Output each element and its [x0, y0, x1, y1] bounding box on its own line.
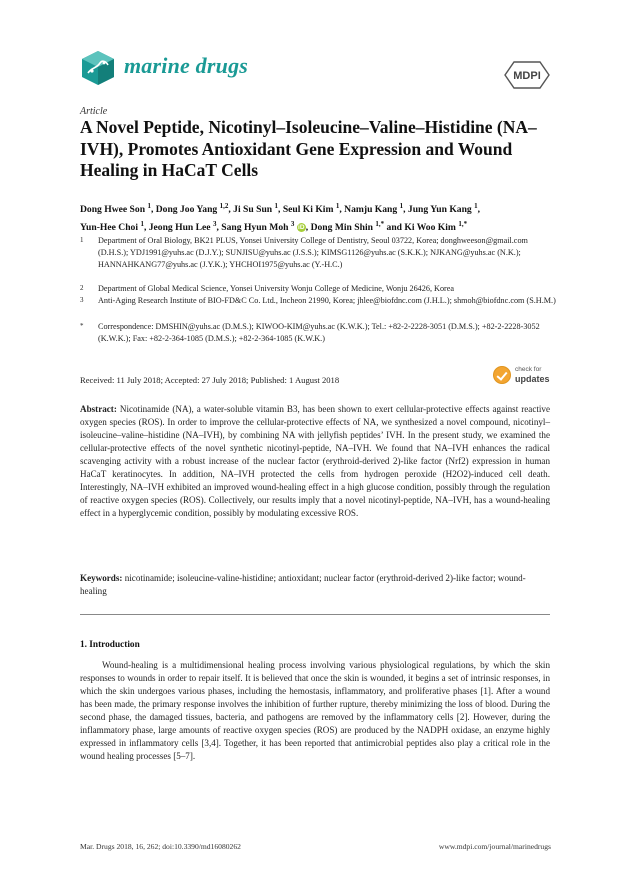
publication-dates: Received: 11 July 2018; Accepted: 27 July 2018; Published: 1 August 2018 [80, 375, 340, 385]
author-name[interactable]: Seul Ki Kim [282, 204, 334, 216]
abstract [80, 403, 550, 520]
author-affiliation: 1 [474, 202, 478, 210]
affiliation-number: 1 [80, 236, 84, 244]
affiliation-text: Department of Global Medical Science, Yonsei University Wonju College of Medicine, Wonju 26426, Korea [98, 284, 455, 293]
journal-cube-icon [80, 49, 116, 87]
author-name[interactable]: Sang Hyun Moh [221, 222, 289, 234]
keywords [80, 572, 550, 598]
author-name[interactable]: Dong Joo Yang [155, 204, 218, 216]
author-affiliation: 1 [147, 202, 151, 210]
author-name[interactable]: Ji Su Sun [233, 204, 273, 216]
keywords-label: Keywords: [80, 573, 123, 583]
check-for-updates-button[interactable] [493, 364, 553, 388]
author-affiliation: 1,* [458, 220, 468, 229]
article-title: A Novel Peptide, Nicotinyl–Isoleucine–Valine–Histidine (NA–IVH), Promotes Antioxidant Gene Expression and Wound Healing in HaCaT Cells [80, 117, 537, 180]
author-affiliation: 1,* [375, 220, 385, 229]
author-name[interactable]: Namju Kang [344, 204, 398, 216]
keywords-text: nicotinamide; isoleucine-valine-histidine; antioxidant; nuclear factor (erythroid-derived 2)-like factor; wound-healing [80, 573, 526, 597]
correspondence [80, 321, 560, 357]
author-affiliation: 1 [399, 202, 404, 210]
footer-citation[interactable]: Mar. Drugs 2018, 16, 262; doi:10.3390/md16080262 [80, 842, 241, 851]
author-name[interactable]: Dong Hwee Son [80, 204, 146, 216]
affiliation-number: * [80, 322, 84, 330]
affiliation-text: Department of Oral Biology, BK21 PLUS, Yonsei University College of Dentistry, Seoul 03722, Korea; donghweeson@gmail.com (D.H.S.); YDJ1991@yuhs.ac (D.J.Y.); SUNJISU@yuhs.ac (J.S.S.); KIMSG1126@yuhs.ac (S.K.K.); NJKANG@yuhs.ac (N.K.); HANNAHKANG77@yuhs.ac (J.Y.K.); YHCHOI1975@yuhs.ac (Y.-H.C.) [98, 236, 528, 269]
abstract-text: Nicotinamide (NA), a water-soluble vitamin B3, has been shown to exert cellular-protective effects against reactive oxygen species (ROS). In order to improve the cellular-protective effects of NA, we synthesized a novel compound, nicotinyl–isoleucine–valine–histidine (NA–IVH), by combining NA with jellyfish peptides’ IVH. In the present study, we examined the cellular-protective effects of the novel synthetic nicotinyl-peptide, NA–IVH. We found that NA–IVH enhances the radical scavenging activity with a robust increase of the nuclear factor (erythroid-derived 2)-like factor (Nrf2) expression in human HaCaT keratinocytes. In addition, NA–IVH protected the cells from hydrogen peroxide (H2O2)-induced cell death. Interestingly, NA–IVH exhibited an improved wound-healing effect in a high glucose condition, possibly through the regulation of reactive oxygen species (ROS). Collectively, our results imply that a novel nicotinyl-peptide, NA–IVH, has a wound-healing effect in a hyperglycemic condition, possibly by modulating excessive ROS. [80, 404, 551, 519]
author-name[interactable]: Ki Woo Kim [404, 222, 456, 234]
author-affiliation: 1 [274, 202, 279, 210]
abstract-label: Abstract: [80, 404, 117, 414]
footer-url[interactable]: www.mdpi.com/journal/marinedrugs [438, 842, 551, 851]
mdpi-logo[interactable] [504, 61, 550, 89]
section-heading: 1. Introduction [80, 640, 140, 650]
journal-title: marine drugs [124, 53, 249, 78]
check-updates-line2: updates [515, 374, 550, 384]
author-name[interactable]: Jung Yun Kang [407, 204, 472, 216]
mdpi-logo-text: MDPI [513, 70, 541, 82]
author-affiliation: 3 [290, 220, 295, 229]
journal-logo[interactable] [80, 49, 340, 87]
affiliation-number: 3 [80, 296, 84, 304]
affiliation-2 [80, 283, 560, 295]
section-divider [80, 614, 550, 615]
author-name[interactable]: Dong Min Shin [310, 222, 373, 234]
author-affiliation: 1 [140, 220, 144, 229]
affiliation-number: 2 [80, 284, 84, 292]
affiliation-text: Correspondence: DMSHIN@yuhs.ac (D.M.S.); KIWOO-KIM@yuhs.ac (K.W.K.); Tel.: +82-2-2228-3051 (D.M.S.); +82-2-2228-3052 (K.W.K.); Fax: +82-2-364-1085 (D.M.S.); +82-2-364-1085 (K.W.K.) [98, 322, 540, 343]
introduction-paragraph: Wound-healing is a multidimensional healing process involving various physiological regulations, by which the skin responses to wounds in order to repair itself. It is believed that once the skin is wounded, it begins a set of intrinsic responses, in which the skin undergoes various phases, including the hemostasis, inflammatory, and proliferative phases [1]. After a wound has been made, the primary response involves the inhibition of further rupture, thereby minimizing the loss of blood. During the second phase, the damaged tissues, bacteria, and pathogens are removed by the inflammatory cells [2]. However, during the inflammatory phase, large amounts of reactive oxygen species (ROS) are produced by the NADPH oxidase, an enzyme highly expressed in inflammatory cells [3,4]. Together, it has been reported that antimicrobial peptides also play a critical role in the wound healing processes [5–7]. [80, 660, 550, 762]
affiliation-3 [80, 295, 560, 319]
author-affiliation: 1 [335, 202, 340, 210]
article-type: Article [80, 106, 108, 117]
author-list: Dong Hwee Son $^1$, Dong Joo Yang $^{1,2}$, Ji Su Sun $^1$, Seul Ki Kim $^1$, Namju Kang $^1$, Jung Yun Kang $^1$, Yun-Hee Choi $^1$, Jeong Hun Lee $^3$, Sang Hyun Moh $^3$ iD, Dong Min Shin $^{1,*}$ and Ki Woo Kim $^{1,*}$ [80, 202, 481, 234]
check-updates-line1: check for [515, 366, 542, 373]
affiliation-text: Anti-Aging Research Institute of BIO-FD&C Co. Ltd., Incheon 21990, Korea; jhlee@biofdnc.com (J.H.L.); shmoh@biofdnc.com (S.H.M.) [98, 296, 556, 305]
author-affiliation: 3 [212, 220, 217, 229]
affiliation-1 [80, 235, 560, 283]
author-name[interactable]: Yun-Hee Choi [80, 222, 139, 234]
author-name[interactable]: Jeong Hun Lee [148, 222, 211, 234]
orcid-icon[interactable]: iD [298, 224, 305, 232]
author-affiliation: 1,2 [219, 202, 229, 210]
check-updates-icon [493, 366, 511, 384]
